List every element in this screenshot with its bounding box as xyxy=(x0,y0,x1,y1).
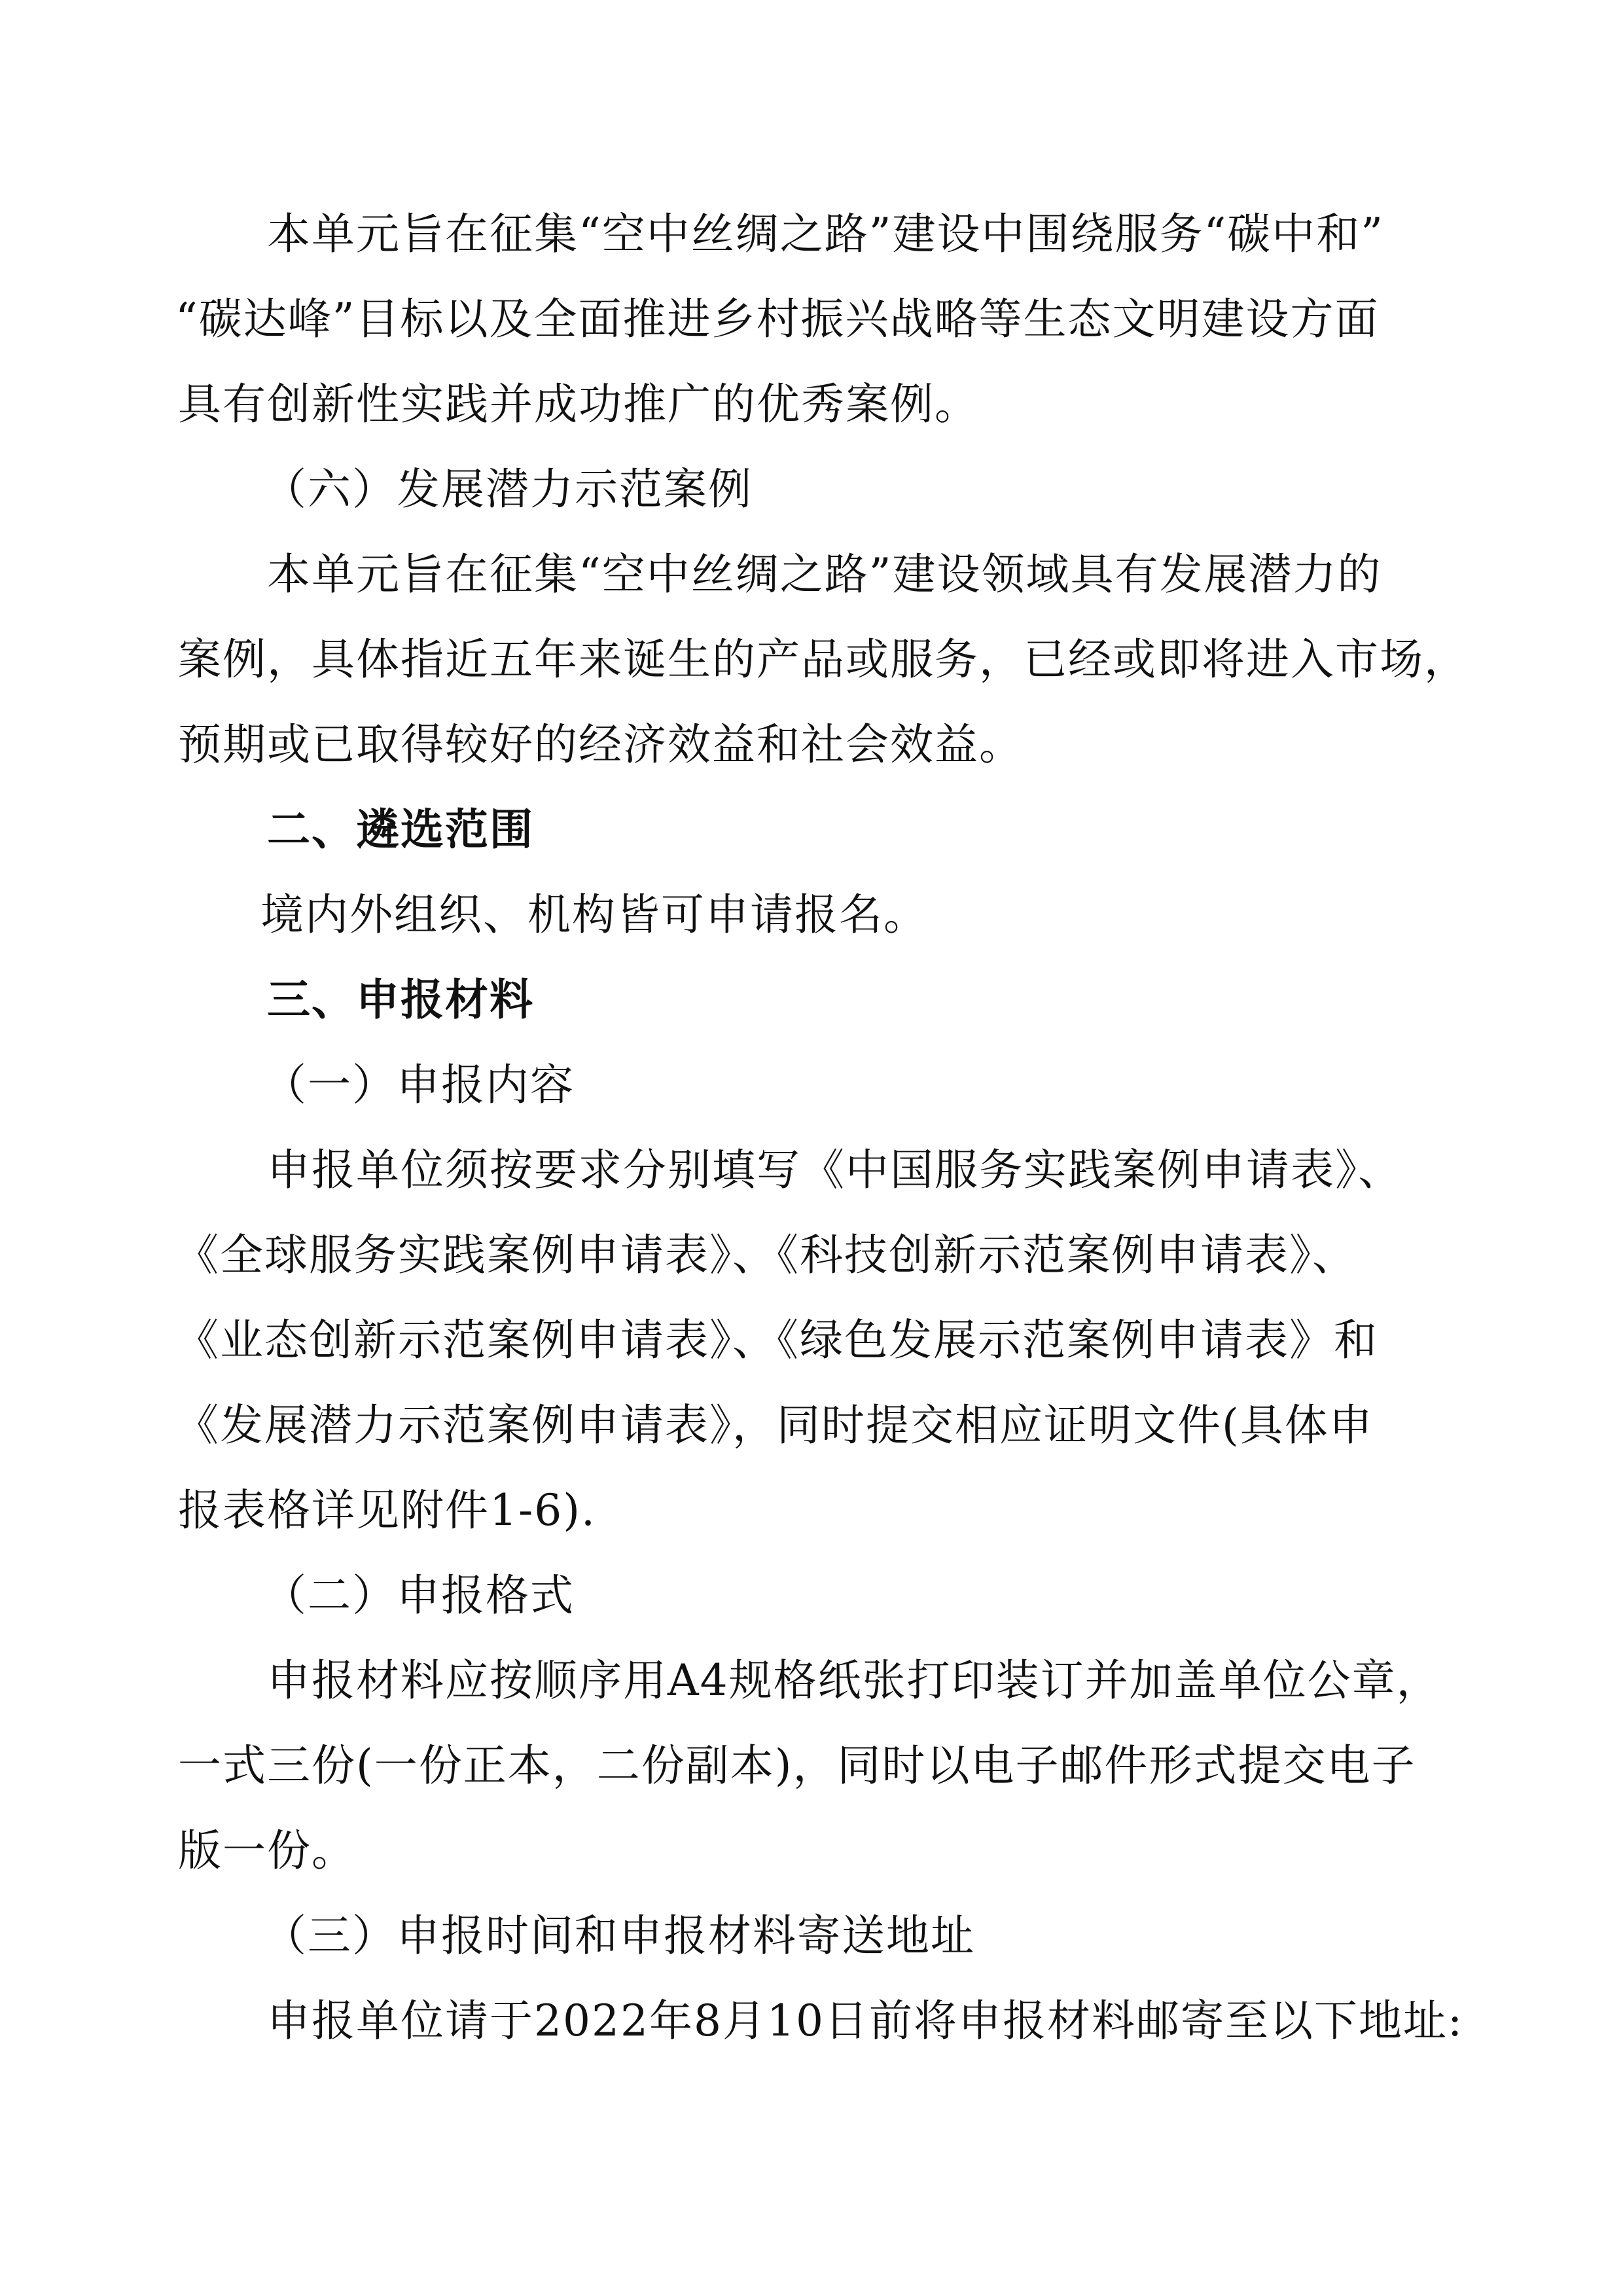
content-text-line-3: 《业态创新示范案例申请表》、《绿色发展示范案例申请表》和 xyxy=(175,1315,1378,1365)
green-intro-line-3: 具有创新性实践并成功推广的优秀案例。 xyxy=(178,379,979,429)
green-intro-line-2: “碳达峰”目标以及全面推进乡村振兴战略等生态文明建设方面 xyxy=(175,294,1380,344)
content-text-line-4: 《发展潜力示范案例申请表》，同时提交相应证明文件(具体申 xyxy=(175,1400,1374,1450)
content-text-line-1: 申报单位须按要求分别填写《中国服务实践案例申请表》、 xyxy=(267,1145,1402,1195)
potential-intro-line-1: 本单元旨在征集“空中丝绸之路”建设领域具有发展潜力的 xyxy=(267,549,1382,600)
heading-time-address: （三）申报时间和申报材料寄送地址 xyxy=(263,1910,975,1961)
scope-text: 境内外组织、机构皆可申请报名。 xyxy=(260,889,928,940)
content-text-line-5: 报表格详见附件1-6). xyxy=(178,1485,597,1535)
heading-potential: （六）发展潜力示范案例 xyxy=(263,464,753,514)
heading-scope: 二、遴选范围 xyxy=(267,804,534,855)
green-intro-line-1: 本单元旨在征集“空中丝绸之路”建设中围绕服务“碳中和” xyxy=(267,209,1384,259)
format-text-line-3: 版一份。 xyxy=(178,1825,356,1876)
time-text: 申报单位请于2022年8月10日前将申报材料邮寄至以下地址: xyxy=(267,1996,1464,2046)
potential-intro-line-2: 案例，具体指近五年来诞生的产品或服务，已经或即将进入市场， xyxy=(178,634,1469,685)
format-text-line-2: 一式三份(一份正本，二份副本)，同时以电子邮件形式提交电子 xyxy=(178,1740,1416,1791)
heading-format: （二）申报格式 xyxy=(263,1570,575,1621)
potential-intro-line-3: 预期或已取得较好的经济效益和社会效益。 xyxy=(178,719,1024,770)
heading-materials: 三、申报材料 xyxy=(267,975,534,1025)
heading-content: （一）申报内容 xyxy=(263,1060,575,1110)
format-text-line-1: 申报材料应按顺序用A4规格纸张打印装订并加盖单位公章， xyxy=(267,1655,1441,1706)
content-text-line-2: 《全球服务实践案例申请表》、《科技创新示范案例申请表》、 xyxy=(175,1230,1357,1280)
